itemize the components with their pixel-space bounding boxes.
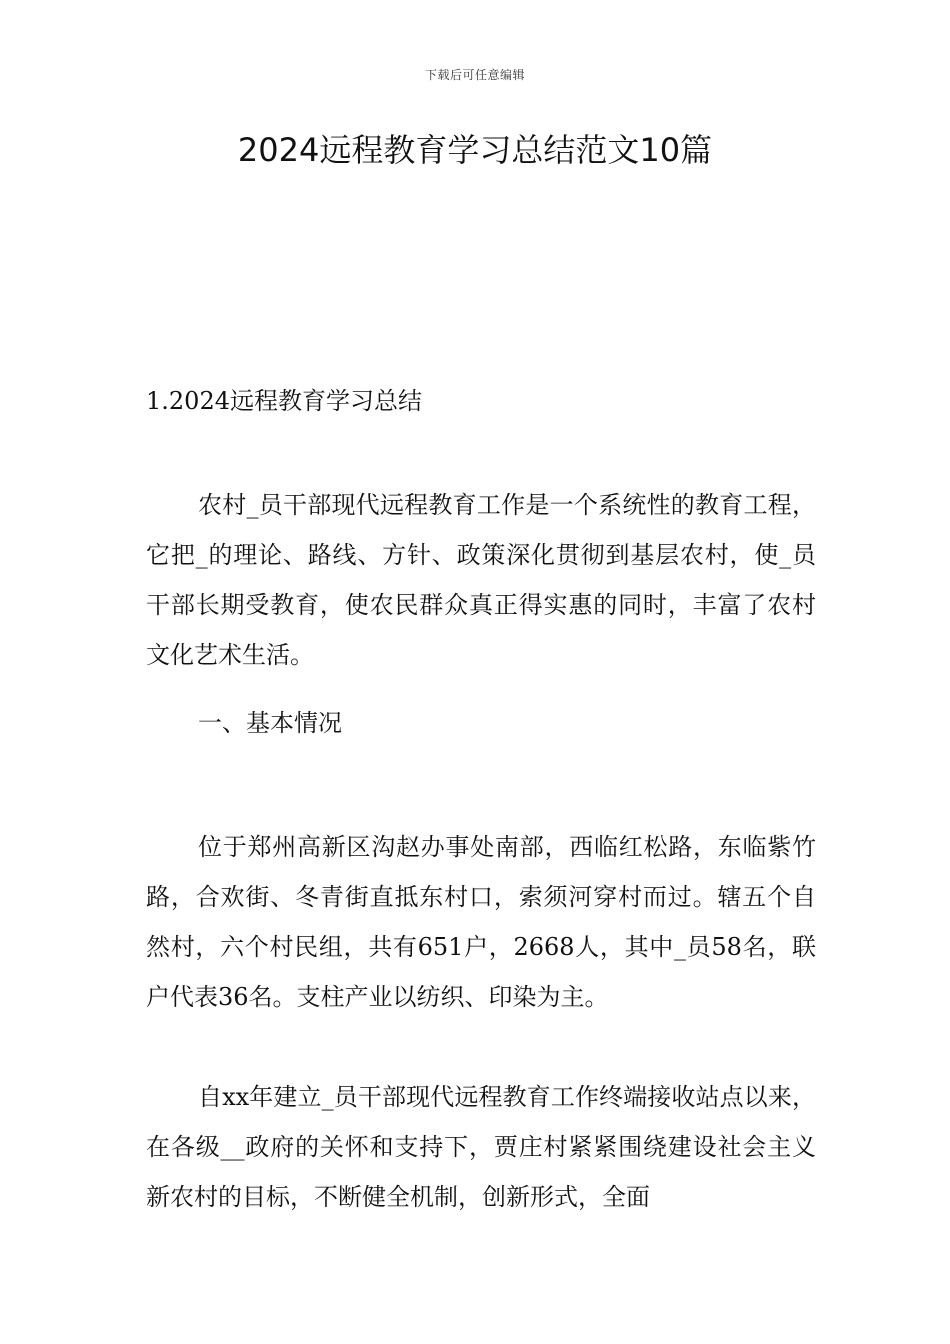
paragraph-history: 自xx年建立_员干部现代远程教育工作终端接收站点以来，在各级__政府的关怀和支持下，贾庄村紧紧围绕建设社会主义新农村的目标，不断健全机制，创新形式，全面 xyxy=(146,1083,816,1211)
paragraph-intro: 农村_员干部现代远程教育工作是一个系统性的教育工程，它把_的理论、路线、方针、政策深化贯彻到基层农村，使_员干部长期受教育，使农民群众真正得实惠的同时，丰富了农村文化艺术生活。 xyxy=(146,491,816,669)
header-note: 下载后可任意编辑 xyxy=(424,68,525,82)
paragraph-location: 位于郑州高新区沟赵办事处南部，西临红松路，东临紫竹路，合欢街、冬青街直抵东村口，索须河穿村而过。辖五个自然村，六个村民组，共有651户，2668人，其中_员58名，联户代表36名。支柱产业以纺织、印染为主。 xyxy=(146,833,816,1011)
document-title: 2024远程教育学习总结范文10篇 xyxy=(237,131,713,169)
section-heading: 1.2024远程教育学习总结 xyxy=(146,387,422,415)
subheading-basic-info: 一、基本情况 xyxy=(198,709,342,737)
